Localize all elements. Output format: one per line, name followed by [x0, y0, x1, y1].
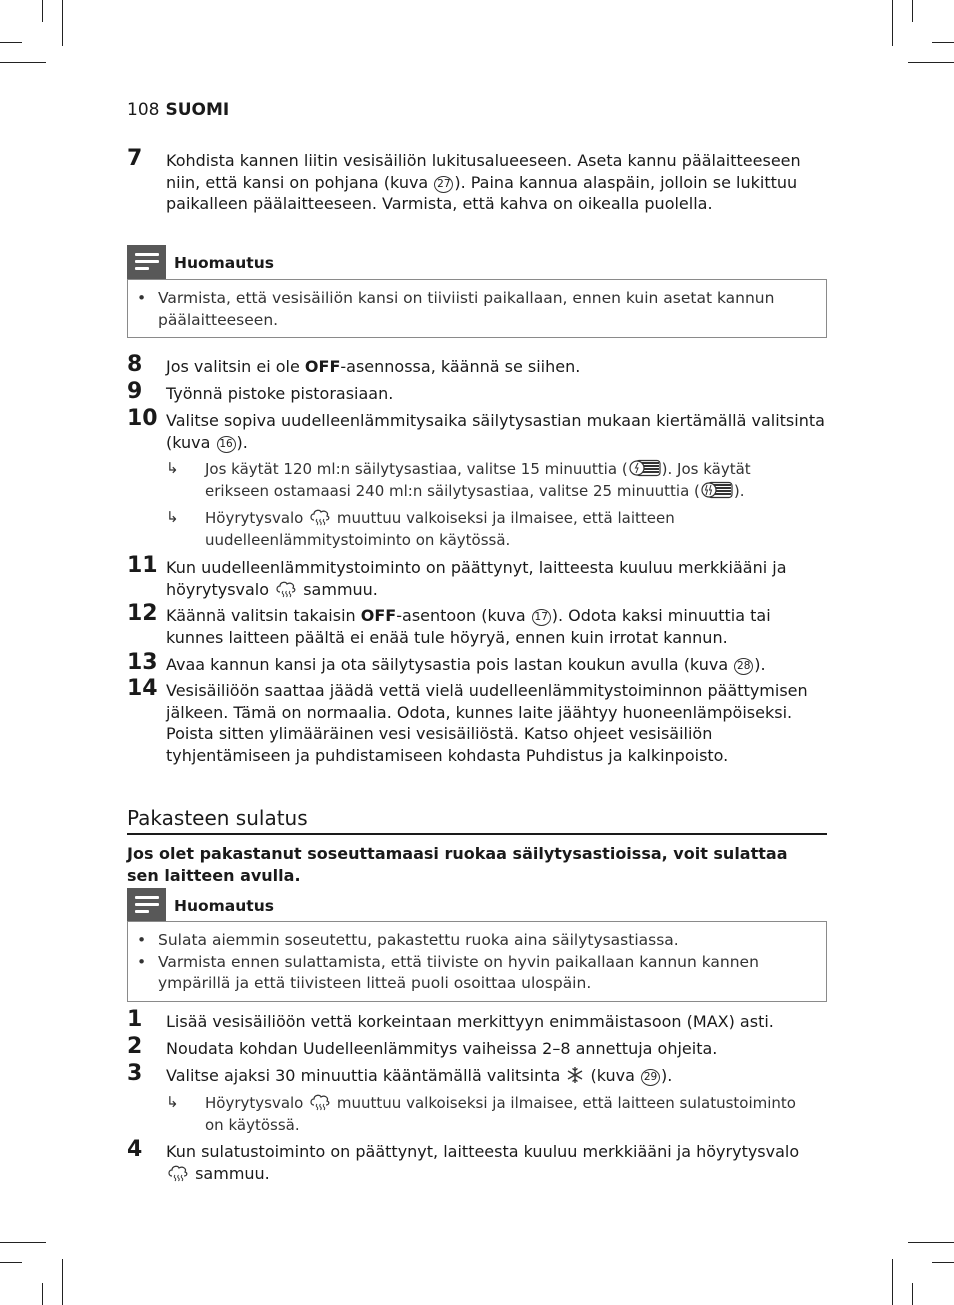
figure-ref: 16	[217, 436, 236, 453]
figure-ref: 29	[641, 1069, 660, 1086]
note-box	[127, 921, 827, 1002]
language-label: SUOMI	[165, 100, 230, 120]
section-intro: Jos olet pakastanut soseuttamaasi ruokaa säilytysastioissa, voit sulattaa sen laitteen avulla.	[127, 844, 788, 885]
step-10	[127, 406, 827, 453]
result-arrow-icon: ↳	[166, 459, 179, 477]
page-header	[127, 100, 229, 120]
step-number: 13	[127, 650, 158, 675]
crop-mark	[62, 0, 63, 46]
result-text: Jos käytät 120 ml:n säilytysastiaa, valitse 15 minuuttia ( ). Jos käytät erikseen ostamaasi 240 ml:n säilytysastiaa, valitse 25 minuuttia ( ).	[205, 460, 751, 500]
step-number: 1	[127, 1007, 143, 1032]
result-arrow-icon: ↳	[166, 1093, 179, 1111]
step-number: 8	[127, 352, 143, 377]
steam-light-icon	[274, 580, 298, 598]
result-arrow-icon: ↳	[166, 508, 179, 526]
section-divider	[127, 833, 827, 835]
steam-light-icon	[166, 1164, 190, 1182]
crop-mark	[0, 42, 22, 43]
figure-ref: 17	[532, 609, 551, 626]
step-text: Valitse ajaksi 30 minuuttia kääntämällä valitsinta (kuva 29 ).	[166, 1066, 673, 1085]
step-1	[127, 1007, 827, 1033]
steam-light-icon	[308, 1093, 332, 1111]
crop-mark	[42, 1283, 43, 1305]
page-number: 108	[127, 100, 160, 120]
step-number: 3	[127, 1061, 143, 1086]
step-number: 7	[127, 146, 143, 171]
note-box	[127, 279, 827, 338]
note-icon	[127, 245, 166, 279]
crop-mark	[912, 1283, 913, 1305]
crop-mark	[908, 1242, 954, 1243]
step-9	[127, 379, 827, 405]
steam-light-icon	[308, 508, 332, 526]
step-14	[127, 676, 827, 766]
section-title: Pakasteen sulatus	[127, 806, 308, 830]
step-text: Jos valitsin ei ole OFF-asennossa, käännä se siihen.	[166, 357, 581, 376]
figure-ref: 28	[734, 658, 753, 675]
crop-mark	[892, 0, 893, 46]
step-text: Käännä valitsin takaisin OFF-asentoon (kuva 17 ). Odota kaksi minuuttia tai kunnes laitteen päältä ei enää tule höyryä, ennen kuin irrotat kannun.	[166, 606, 771, 647]
result-text: Höyrytysvalo muuttuu valkoiseksi ja ilmaisee, että laitteen sulatustoiminto on käytössä.	[205, 1094, 796, 1134]
note-item: • Varmista ennen sulattamista, että tiiviste on hyvin paikallaan kannun kannen ympärillä ja että tiivisteen litteä puoli osoittaa ulospäin.	[128, 952, 826, 995]
step-2	[127, 1034, 827, 1060]
step-number: 4	[127, 1137, 143, 1162]
step-text: Valitse sopiva uudelleenlämmitysaika säilytysastian mukaan kiertämällä valitsinta (kuva 16 ).	[166, 411, 825, 452]
figure-ref: 27	[434, 176, 453, 193]
crop-mark	[932, 1262, 954, 1263]
crop-mark	[0, 1242, 46, 1243]
step-8	[127, 352, 827, 378]
crop-mark	[932, 42, 954, 43]
step-number: 12	[127, 601, 158, 626]
step-12	[127, 601, 827, 648]
note-header	[127, 245, 427, 279]
step-number: 11	[127, 553, 158, 578]
result-item	[166, 1093, 796, 1136]
crop-mark	[0, 1262, 22, 1263]
jar-120ml-icon	[628, 459, 662, 477]
step-text: Vesisäiliöön saattaa jäädä vettä vielä uudelleenlämmitystoiminnon päättymisen jälkeen. Tämä on normaalia. Odota, kunnes laite jäähtyy huoneenlämpöiseksi. Poista sitten ylimääräinen vesi vesisäiliöstä. Katso ohjeet vesisäiliön tyhjentämiseen ja puhdistamiseen kohdasta Puhdistus ja kalkinpoisto.	[166, 681, 808, 765]
step-text: Työnnä pistoke pistorasiaan.	[166, 384, 394, 403]
step-4	[127, 1137, 827, 1184]
step-text: Avaa kannun kansi ja ota säilytysastia pois lastan koukun avulla (kuva 28 ).	[166, 655, 766, 674]
crop-mark	[912, 0, 913, 22]
snowflake-icon	[565, 1066, 585, 1084]
step-number: 2	[127, 1034, 143, 1059]
step-3	[127, 1061, 827, 1087]
crop-mark	[42, 0, 43, 22]
step-7	[127, 146, 827, 215]
jar-240ml-icon	[700, 481, 734, 499]
crop-mark	[892, 1259, 893, 1305]
step-11	[127, 553, 827, 600]
step-text: Kun sulatustoiminto on päättynyt, laitteesta kuuluu merkkiääni ja höyrytysvalo sammuu.	[166, 1142, 800, 1183]
result-item	[166, 508, 796, 551]
note-icon	[127, 888, 166, 922]
note-item: • Varmista, että vesisäiliön kansi on tiiviisti paikallaan, ennen kuin asetat kannun päälaitteeseen.	[128, 288, 826, 331]
step-number: 14	[127, 676, 158, 701]
note-title: Huomautus	[174, 897, 274, 915]
step-number: 10	[127, 406, 158, 431]
step-number: 9	[127, 379, 143, 404]
note-title: Huomautus	[174, 254, 274, 272]
note-header	[127, 888, 427, 922]
step-13	[127, 650, 827, 676]
step-text: Lisää vesisäiliöön vettä korkeintaan merkittyyn enimmäistasoon (MAX) asti.	[166, 1012, 774, 1031]
crop-mark	[62, 1259, 63, 1305]
note-item: • Sulata aiemmin soseutettu, pakastettu ruoka aina säilytysastiassa.	[128, 930, 826, 952]
step-text: Kohdista kannen liitin vesisäiliön lukitusalueeseen. Aseta kannu päälaitteeseen niin, että kansi on pohjana (kuva 27 ). Paina kannua alaspäin, jolloin se lukittuu paikalleen päälaitteeseen. Varmista, että kahva on oikealla puolella.	[166, 151, 801, 213]
step-text: Noudata kohdan Uudelleenlämmitys vaiheissa 2–8 annettuja ohjeita.	[166, 1039, 718, 1058]
result-item	[166, 459, 796, 502]
step-text: Kun uudelleenlämmitystoiminto on päättynyt, laitteesta kuuluu merkkiääni ja höyrytysvalo sammuu.	[166, 558, 787, 599]
crop-mark	[0, 62, 46, 63]
result-text: Höyrytysvalo muuttuu valkoiseksi ja ilmaisee, että laitteen uudelleenlämmitystoiminto on käytössä.	[205, 509, 675, 549]
crop-mark	[908, 62, 954, 63]
